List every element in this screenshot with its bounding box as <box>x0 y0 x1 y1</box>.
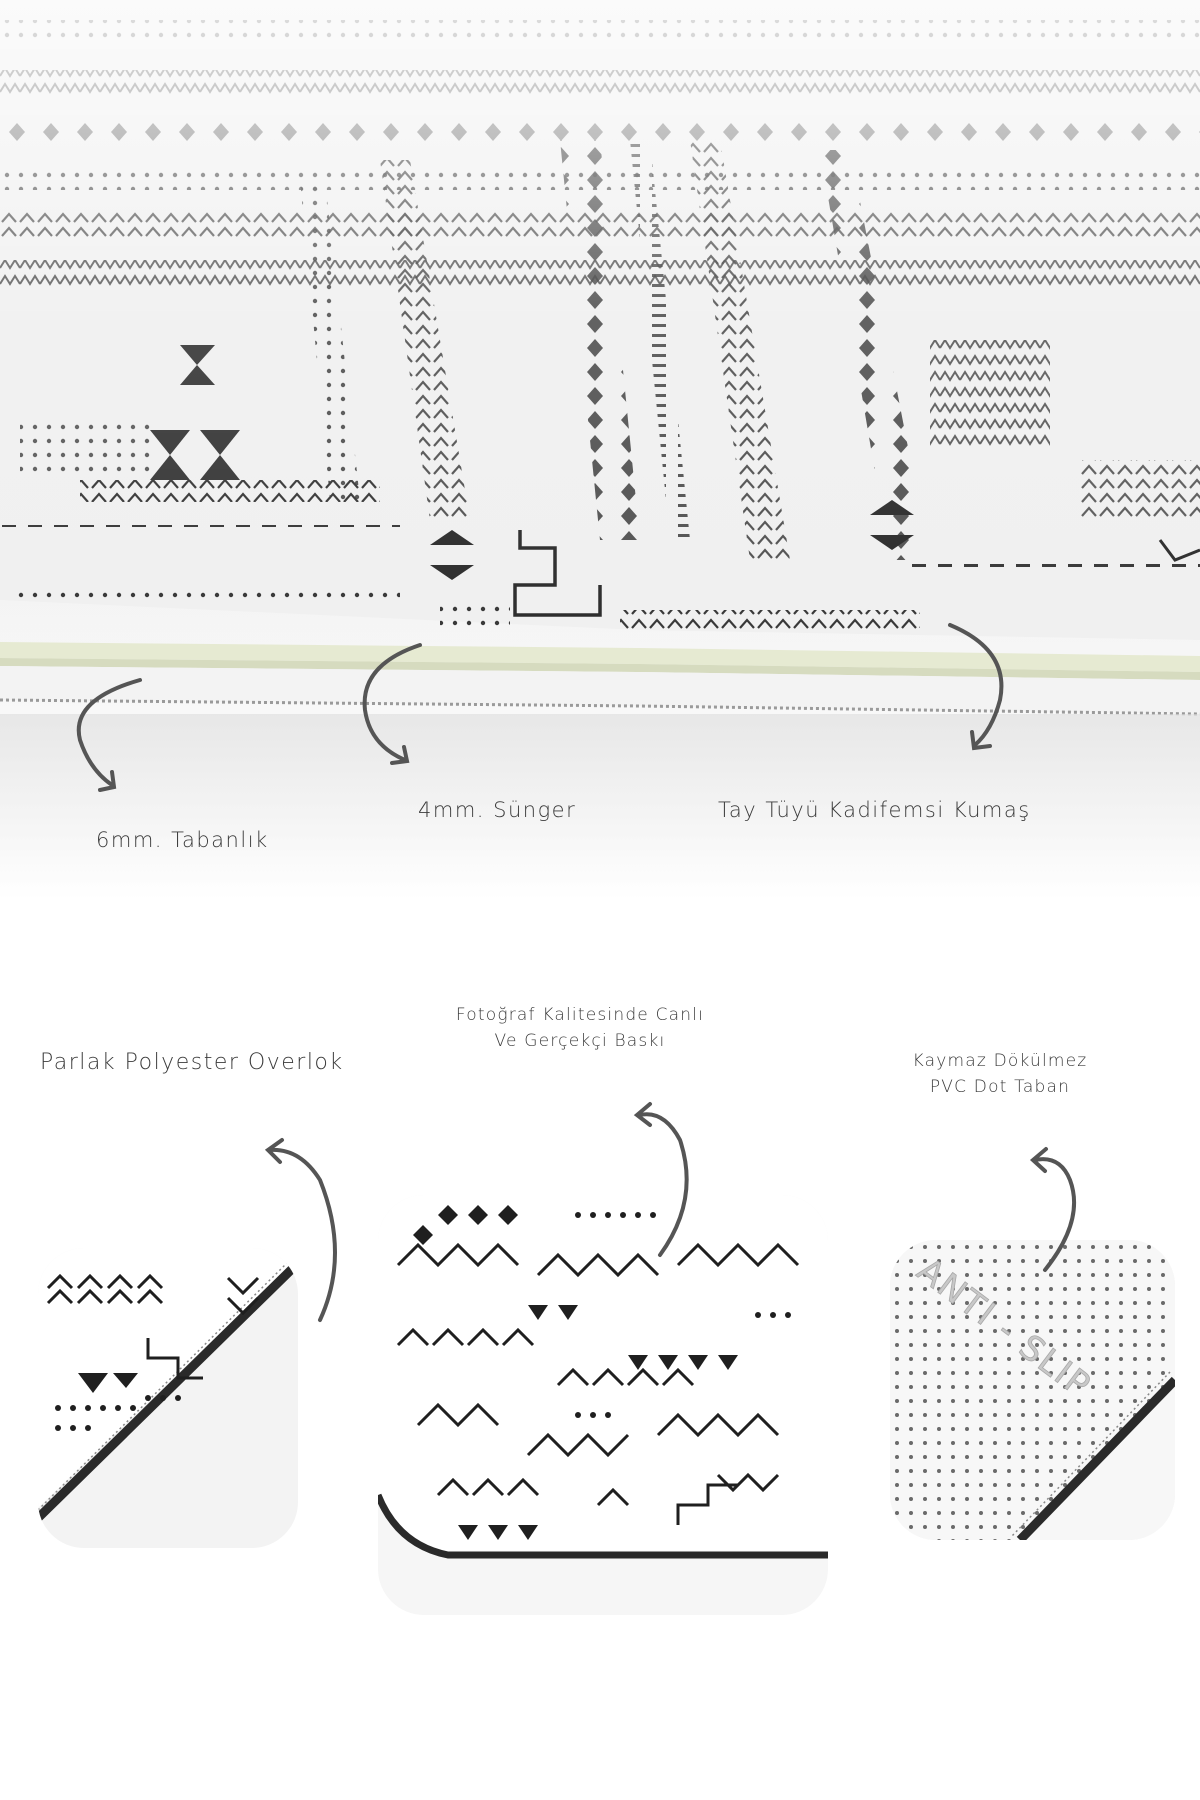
overlock-detail-photo <box>38 1248 298 1548</box>
print-feature-label-line1: Fotoğraf Kalitesinde Canlı <box>455 1005 705 1025</box>
backing-feature-label-line2: PVC Dot Taban <box>929 1077 1071 1097</box>
overlock-feature-label: Parlak Polyester Overlok <box>40 1050 344 1075</box>
print-detail-photo <box>378 1195 828 1615</box>
foam-layer-label: 4mm. Sünger <box>418 798 577 822</box>
print-feature-label-line2: Ve Gerçekçi Baskı <box>494 1031 666 1051</box>
print-feature-label <box>380 1002 780 1054</box>
backing-feature-label-line1: Kaymaz Dökülmez <box>912 1051 1088 1071</box>
anti-slip-stamp: ANTI - SLIP <box>909 1250 1099 1407</box>
backing-feature-label <box>860 1048 1140 1100</box>
fabric-layer-label: Tay Tüyü Kadifemsi Kumaş <box>718 798 1031 822</box>
backing-detail-photo <box>890 1240 1175 1540</box>
base-layer-label: 6mm. Tabanlık <box>96 828 269 852</box>
